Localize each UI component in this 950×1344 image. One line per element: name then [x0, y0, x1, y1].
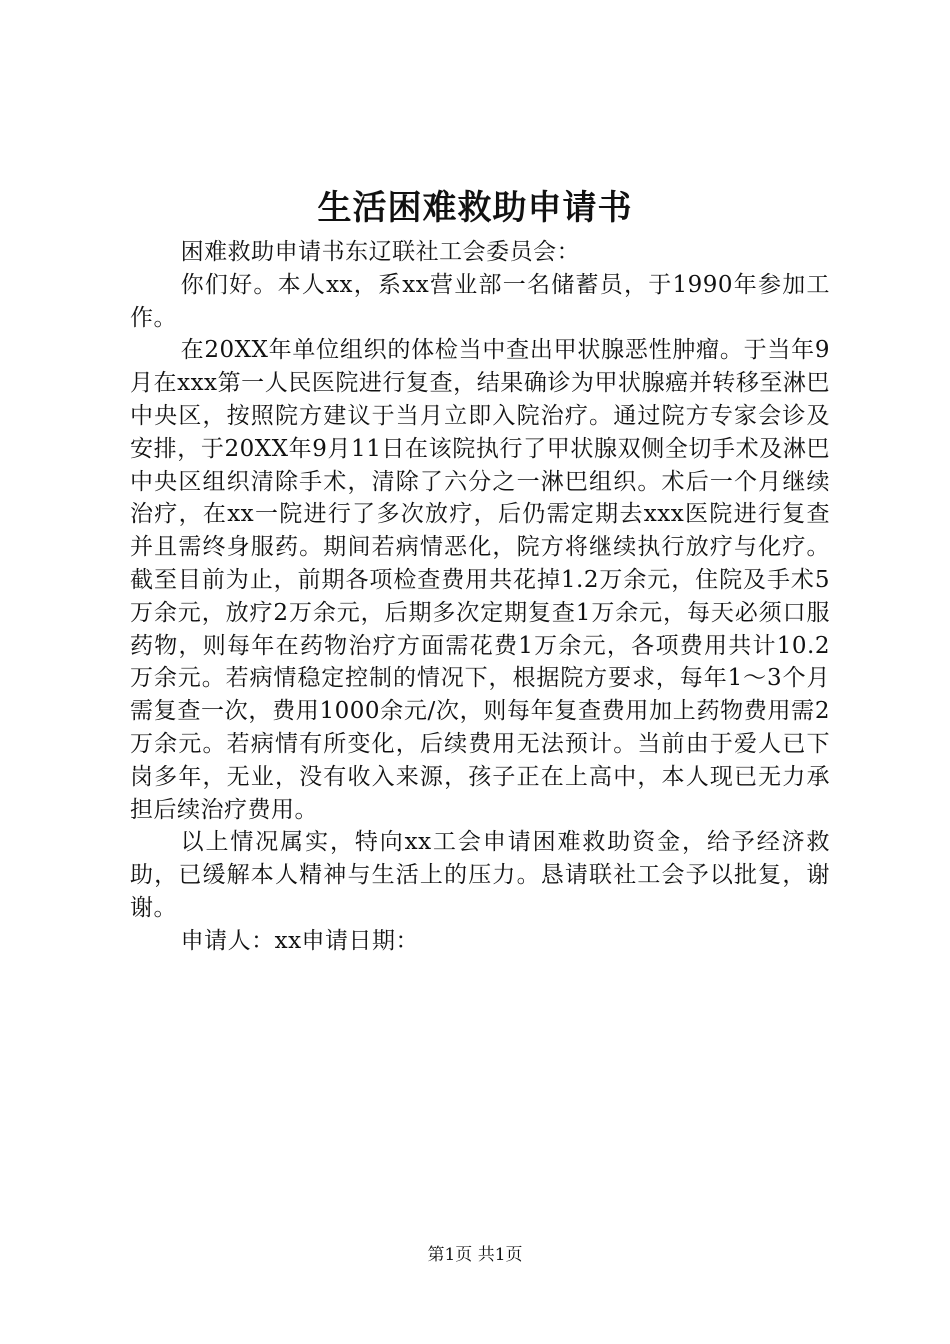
signature-line: 申请人：xx申请日期：	[180, 927, 420, 954]
document-body	[130, 236, 830, 958]
request-paragraph: 以上情况属实，特向xx工会申请困难救助资金，给予经济救助，已缓解本人精神与生活上的压力。恳请联社工会予以批复，谢谢。	[130, 829, 830, 921]
document-title: 生活困难救助申请书	[317, 188, 633, 228]
page-total: 共1页	[477, 1245, 523, 1265]
introduction-paragraph: 你们好。本人xx，系xx营业部一名储蓄员，于1990年参加工作。	[130, 271, 830, 331]
page-footer	[0, 1243, 950, 1267]
page-number: 第1页	[427, 1245, 473, 1265]
medical-history-paragraph: 在20XX年单位组织的体检当中查出甲状腺恶性肿瘤。于当年9月在xxx第一人民医院进行复查，结果确诊为甲状腺癌并转移至淋巴中央区，按照院方建议于当月立即入院治疗。通过院方专家会诊及安排，于20XX年9月11日在该院执行了甲状腺双侧全切手术及淋巴中央区组织清除手术，清除了六分之一淋巴组织。术后一个月继续治疗，在xx一院进行了多次放疗，后仍需定期去xxx医院进行复查并且需终身服药。期间若病情恶化，院方将继续执行放疗与化疗。截至目前为止，前期各项检查费用共花掉1.2万余元，住院及手术5万余元，放疗2万余元，后期多次定期复查1万余元，每天必须口服药物，则每年在药物治疗方面需花费1万余元，各项费用共计10.2万余元。若病情稳定控制的情况下，根据院方要求，每年1～3个月需复查一次，费用1000余元/次，则每年复查费用加上药物费用需2万余元。若病情有所变化，后续费用无法预计。当前由于爱人已下岗多年，无业，没有收入来源，孩子正在上高中，本人现已无力承担后续治疗费用。	[130, 337, 830, 823]
salutation-paragraph: 困难救助申请书东辽联社工会委员会：	[180, 239, 581, 265]
